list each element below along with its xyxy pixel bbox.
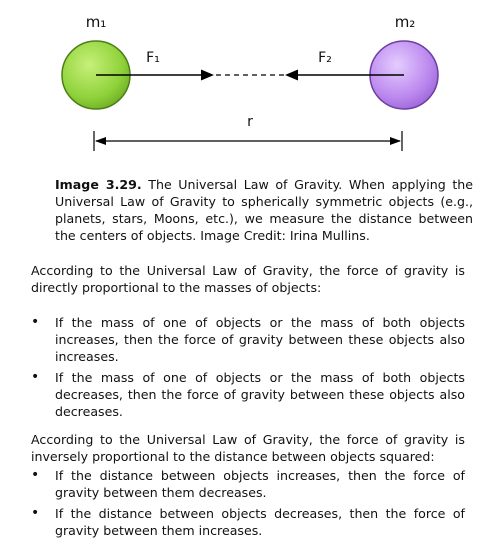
distance-label: r	[247, 114, 253, 130]
bullet-glyph: •	[31, 467, 40, 483]
list-item-text: If the mass of one of objects or the mass of both objects decreases, then the force of gravity between these objects also decreases.	[55, 370, 465, 419]
distance-arrowhead-right	[390, 137, 401, 145]
bullet-glyph: •	[31, 505, 40, 521]
section1-intro: According to the Universal Law of Gravity, the force of gravity is directly proportional to the masses of objects:	[31, 263, 465, 295]
list-item-text: If the distance between objects decreases, then the force of gravity between them increases.	[55, 506, 465, 538]
section2-intro: According to the Universal Law of Gravity, the force of gravity is inversely proportional to the distance between objects squared:	[31, 432, 465, 464]
section1-bullets	[31, 314, 465, 420]
bullet-glyph: •	[31, 314, 40, 330]
gravity-diagram	[0, 0, 496, 170]
list-item	[31, 314, 465, 365]
list-item	[31, 505, 465, 539]
caption-text: The Universal Law of Gravity. When applying the Universal Law of Gravity to spherically symmetric objects (e.g., planets, stars, Moons, etc.), we measure the distance between the centers of objects. Image Credit: Irina Mullins.	[55, 177, 473, 243]
list-item-text: If the distance between objects increases, then the force of gravity between them decreases.	[55, 468, 465, 500]
force1-label: F₁	[146, 50, 160, 66]
list-item	[31, 467, 465, 501]
force2-arrowhead	[285, 70, 298, 81]
list-item-text: If the mass of one of objects or the mass of both objects increases, then the force of gravity between these objects also increases.	[55, 315, 465, 364]
mass1-label: m₁	[85, 13, 107, 31]
caption-label: Image 3.29.	[55, 177, 142, 192]
list-item	[31, 369, 465, 420]
force1-arrowhead	[201, 70, 214, 81]
mass2-label: m₂	[394, 13, 416, 31]
section2-bullets	[31, 467, 465, 539]
force2-label: F₂	[318, 50, 332, 66]
image-caption	[55, 176, 473, 244]
distance-arrowhead-left	[95, 137, 106, 145]
bullet-glyph: •	[31, 369, 40, 385]
